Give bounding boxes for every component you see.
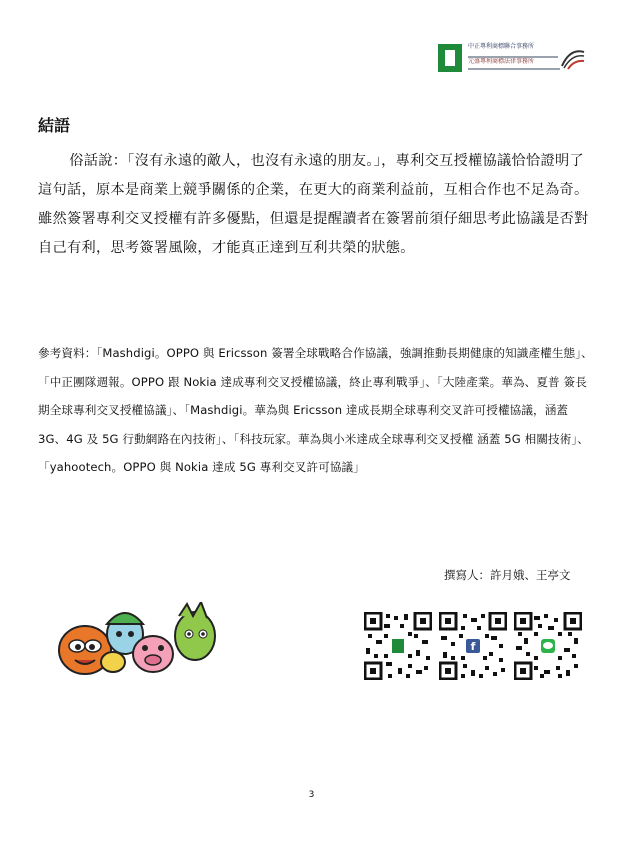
website-icon — [392, 639, 404, 653]
facebook-icon: f — [466, 639, 480, 653]
line-icon — [541, 639, 555, 653]
qr-code-facebook[interactable] — [439, 612, 507, 680]
logo-org-line2: 元盛專利商標法律事務所 — [468, 58, 535, 65]
logo-mark-icon — [438, 44, 462, 72]
section-heading: 結語 — [38, 116, 71, 135]
logo-org-line1: 中正專利商標聯合事務所 — [468, 43, 535, 50]
cartoon-mascots-illustration — [55, 602, 221, 680]
conclusion-paragraph: 俗話說：「沒有永遠的敵人，也沒有永遠的朋友。」，專利交互授權協議恰恰證明了這句話，原本是商業上競爭關係的企業，在更大的商業利益前，互相合作也不足為奇。雖然簽署專利交叉授權有許多優點，但還是提醒讀者在簽署前須仔細思考此協議是否對自己有利，思考簽署風險，才能真正達到互利共榮的狀態。 — [38, 153, 589, 256]
page-number: 3 — [308, 790, 315, 800]
qr-code-website[interactable] — [364, 612, 432, 680]
author-credit: 撰寫人：許月娥、王亭文 — [444, 568, 571, 582]
qr-code-line[interactable] — [514, 612, 582, 680]
firm-logo — [438, 44, 588, 74]
references-text: 參考資料：「Mashdigi。OPPO 與 Ericsson 簽署全球戰略合作協議，強調推動長期健康的知識產權生態」、「中正團隊週報。OPPO 跟 Nokia 達成專利交叉授權協議，終止專利戰爭」、「大陸產業。華為、夏普 簽長期全球專利交叉授權協議」、「Mashdigi。華為與 Ericsson 達成長期全球專利交叉許可授權協議，涵蓋 3G、4G 及 5G 行動網路在內技術」、「科技玩家。華為與小米達成全球專利交叉授權 涵蓋 5G 相關技術」、「yahootech。OPPO 與 Nokia 達成 5G 專利交叉許可協議」 — [38, 346, 593, 474]
logo-swirl-icon — [560, 46, 586, 72]
